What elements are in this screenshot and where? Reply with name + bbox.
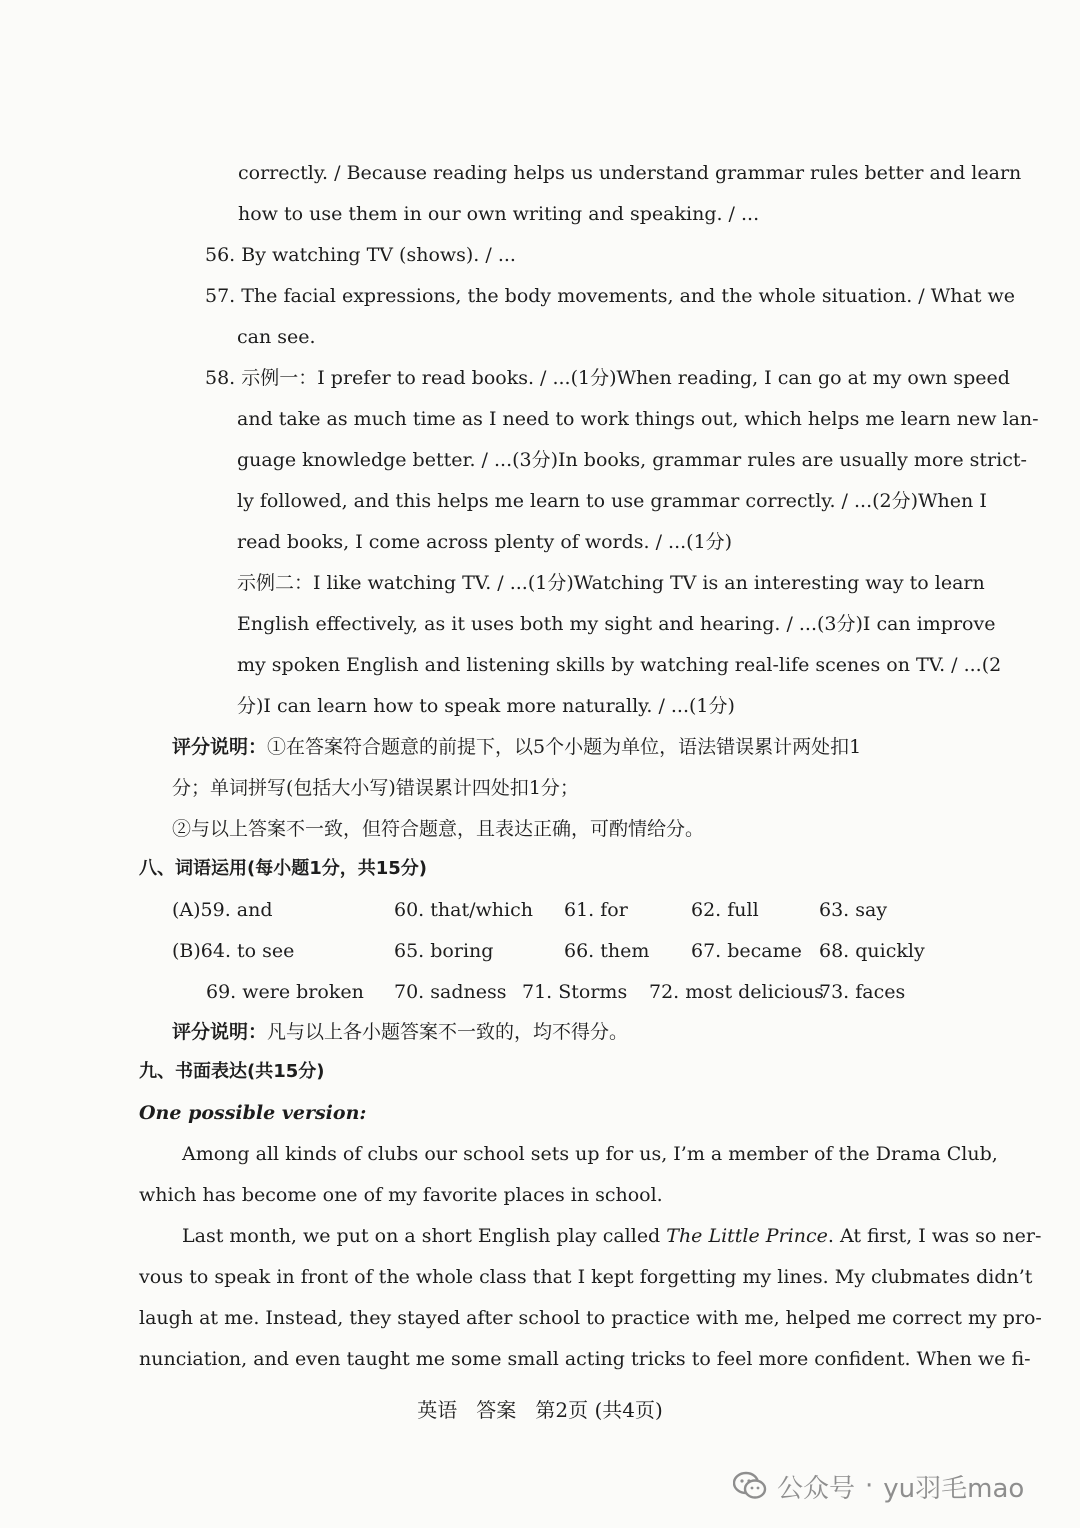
section-9-heading: 九、书面表达(共15分) [139,1061,325,1082]
essay-p2-line-2: vous to speak in front of the whole class that I kept forgetting my lines. My clubmates didn’t [139,1266,1033,1288]
play-title: The Little Prince [666,1225,828,1247]
section-8-scoring-label: 评分说明： [172,1021,268,1043]
section-8-scoring [172,1020,628,1044]
answer-59: (A)59. and [172,899,273,921]
wechat-watermark [733,1468,1024,1504]
scoring-note-2: 分；单词拼写(包括大小写)错误累计四处扣1分； [172,777,579,799]
essay-p1-line-2: which has become one of my favorite places in school. [139,1184,663,1206]
essay-p2-line-1-b: . At first, I was so ner- [827,1225,1042,1247]
q56-answer: 56. By watching TV (shows). / ... [205,244,516,266]
scoring-note-1 [172,735,942,759]
q58-line-6: 示例二：I like watching TV. / ...(1分)Watching TV is an interesting way to learn [237,572,985,594]
q58-line-8: my spoken English and listening skills by watching real-life scenes on TV. / ...(2 [237,654,1002,676]
essay-p2-line-3: laugh at me. Instead, they stayed after school to practice with me, helped me correct my pro- [139,1307,1042,1329]
q58-line-4: ly followed, and this helps me learn to use grammar correctly. / ...(2分)When I [237,490,987,512]
q58-line-2: and take as much time as I need to work things out, which helps me learn new lan- [237,408,1039,430]
q58-line-7: English effectively, as it uses both my sight and hearing. / ...(3分)I can improve [237,613,996,635]
essay-p2-line-1-a: Last month, we put on a short English play called [182,1225,667,1247]
answer-62: 62. full [691,899,759,921]
answer-68: 68. quickly [819,940,925,962]
essay-p1-line-1: Among all kinds of clubs our school sets up for us, I’m a member of the Drama Club, [182,1143,998,1165]
essay-p2-line-1 [182,1224,1042,1248]
answer-64: (B)64. to see [172,940,295,962]
answer-70: 70. sadness [394,981,507,1003]
answer-72: 72. most delicious [649,981,824,1003]
answer-73: 73. faces [819,981,906,1003]
section-8-scoring-text: 凡与以上各小题答案不一致的，均不得分。 [267,1021,629,1043]
answer-66: 66. them [564,940,650,962]
possible-version-label: One possible version: [139,1102,367,1124]
scoring-note-3: ②与以上答案不一致，但符合题意，且表达正确，可酌情给分。 [172,818,705,840]
q57-line-2: can see. [237,326,316,348]
answer-69: 69. were broken [206,981,364,1003]
q58-line-1: 58. 示例一：I prefer to read books. / ...(1分)When reading, I can go at my own speed [205,367,1010,389]
q57-line-1: 57. The facial expressions, the body movements, and the whole situation. / What we [205,285,1016,307]
wechat-icon [733,1471,767,1501]
scoring-text-1: ①在答案符合题意的前提下，以5个小题为单位，语法错误累计两处扣1 [267,736,862,758]
q55-line-2: how to use them in our own writing and speaking. / ... [238,203,760,225]
answer-61: 61. for [564,899,628,921]
essay-p2-line-4: nunciation, and even taught me some small acting tricks to feel more confident. When we fi- [139,1348,1031,1370]
q58-line-3: guage knowledge better. / ...(3分)In books, grammar rules are usually more strict- [237,449,1027,471]
q58-line-5: read books, I come across plenty of words. / ...(1分) [237,531,733,553]
answer-63: 63. say [819,899,888,921]
answer-60: 60. that/which [394,899,533,921]
answer-67: 67. became [691,940,802,962]
watermark-account: yu羽毛mao [883,1473,1025,1504]
answer-71: 71. Storms [522,981,628,1003]
page-footer: 英语 答案 第2页 (共4页) [417,1398,663,1422]
watermark-dot: · [865,1471,874,1501]
q58-line-9: 分)I can learn how to speak more naturally. / ...(1分) [237,695,735,717]
answer-65: 65. boring [394,940,494,962]
section-8-heading: 八、词语运用(每小题1分，共15分) [139,858,428,879]
scoring-label: 评分说明： [172,736,268,758]
q55-line-1: correctly. / Because reading helps us understand grammar rules better and learn [238,162,1022,184]
watermark-label: 公众号 [777,1473,856,1504]
